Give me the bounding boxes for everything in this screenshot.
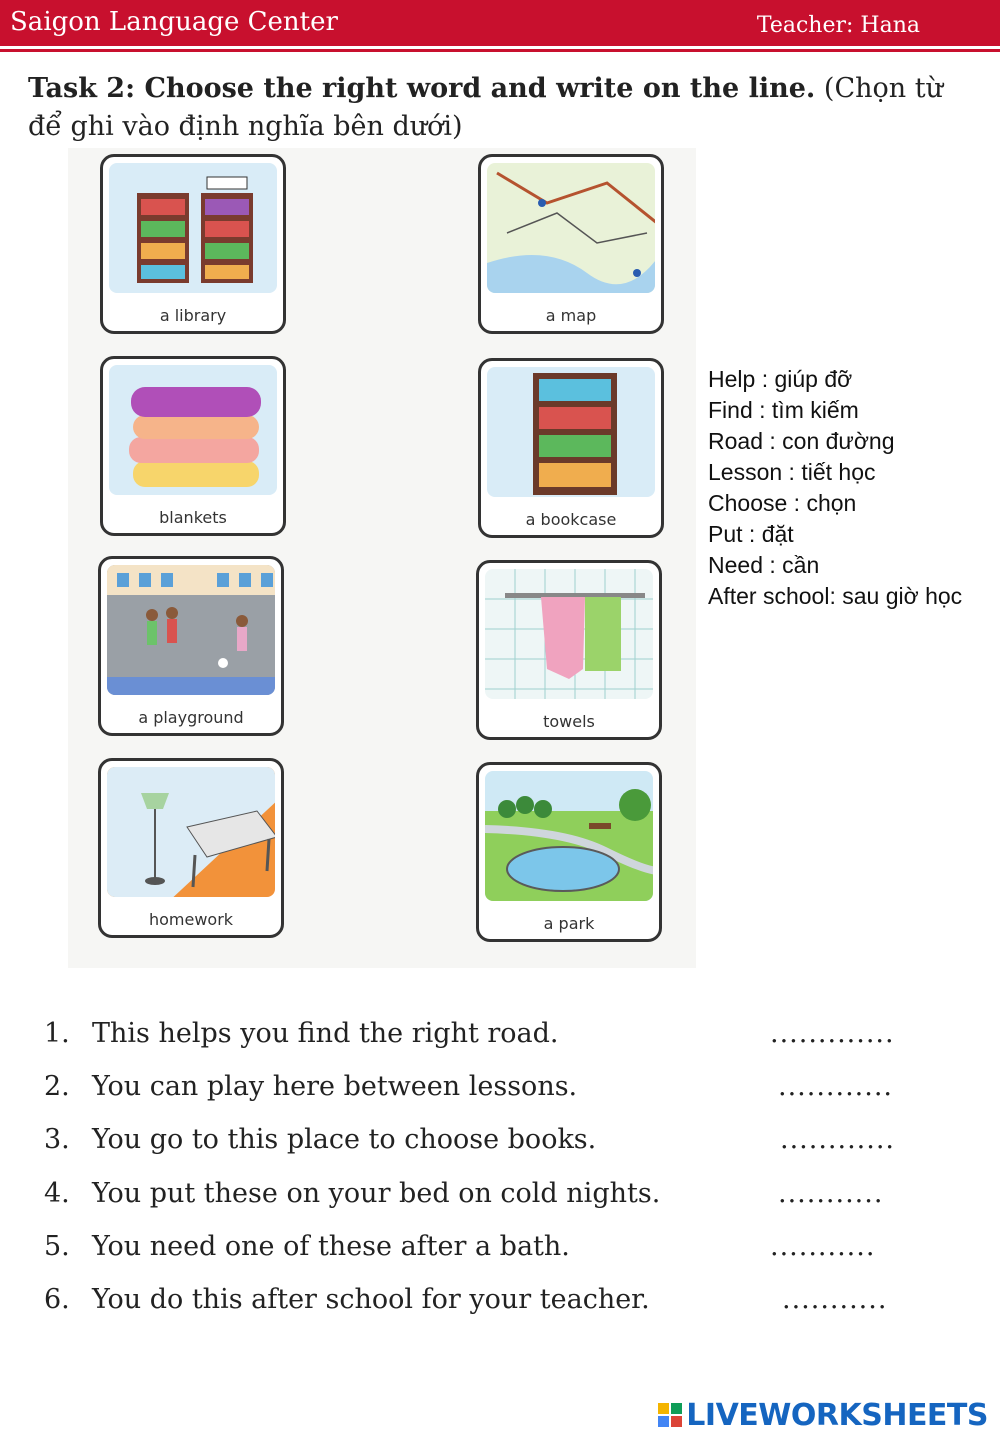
towels-illustration xyxy=(485,569,653,699)
question-number: 4. xyxy=(44,1178,70,1209)
card-library xyxy=(100,154,286,334)
question-5 xyxy=(44,1231,570,1262)
question-number: 6. xyxy=(44,1284,70,1315)
vocab-item: After school: sau giờ học xyxy=(708,583,963,609)
blankets-illustration xyxy=(109,365,277,495)
question-text: You need one of these after a bath. xyxy=(92,1231,570,1262)
task-instructions xyxy=(28,70,968,146)
homework-illustration xyxy=(107,767,275,897)
task-title: Task 2: Choose the right word and write on the line. xyxy=(28,73,816,104)
card-label: a map xyxy=(545,306,597,325)
card-label: a library xyxy=(159,306,227,325)
park-illustration xyxy=(485,771,653,901)
liveworksheets-logo xyxy=(658,1398,988,1433)
task-subtitle: (Chọn từ để ghi vào định nghĩa bên dưới) xyxy=(28,73,943,142)
answer-blank-1[interactable]: ............. xyxy=(770,1018,895,1049)
card-label: homework xyxy=(148,910,234,929)
question-number: 2. xyxy=(44,1071,70,1102)
vocab-item: Choose : chọn xyxy=(708,490,857,516)
answer-blank-2[interactable]: ............ xyxy=(778,1071,893,1102)
vocab-item: Road : con đường xyxy=(708,428,895,454)
map-illustration xyxy=(487,163,655,293)
card-park xyxy=(476,762,662,942)
question-4 xyxy=(44,1178,660,1209)
question-1 xyxy=(44,1018,559,1049)
liveworksheets-icon xyxy=(658,1403,682,1427)
card-homework xyxy=(98,758,284,938)
card-towels xyxy=(476,560,662,740)
question-text: You put these on your bed on cold nights. xyxy=(92,1178,661,1209)
vocabulary-list xyxy=(708,364,962,612)
library-illustration xyxy=(109,163,277,293)
question-number: 5. xyxy=(44,1231,70,1262)
card-playground xyxy=(98,556,284,736)
question-text: You do this after school for your teacher. xyxy=(92,1284,650,1315)
question-number: 1. xyxy=(44,1018,70,1049)
card-bookcase xyxy=(478,358,664,538)
card-label: blankets xyxy=(159,508,227,527)
answer-blank-4[interactable]: ........... xyxy=(778,1178,884,1209)
vocab-item: Lesson : tiết học xyxy=(708,459,876,485)
question-text: You go to this place to choose books. xyxy=(92,1124,597,1155)
picture-panel xyxy=(68,148,696,968)
card-map xyxy=(478,154,664,334)
page-header xyxy=(0,0,1000,49)
question-number: 3. xyxy=(44,1124,70,1155)
vocab-item: Find : tìm kiếm xyxy=(708,397,859,423)
question-6 xyxy=(44,1284,650,1315)
card-label: a bookcase xyxy=(525,510,617,529)
answer-blank-6[interactable]: ........... xyxy=(782,1284,888,1315)
question-text: You can play here between lessons. xyxy=(92,1071,578,1102)
vocab-item: Put : đặt xyxy=(708,521,794,547)
answer-blank-3[interactable]: ............ xyxy=(780,1124,895,1155)
teacher-name: Teacher: Hana xyxy=(756,13,920,38)
question-3 xyxy=(44,1124,596,1155)
bookcase-illustration xyxy=(487,367,655,497)
vocab-item: Help : giúp đỡ xyxy=(708,366,853,392)
brand-name: LIVEWORKSHEETS xyxy=(686,1398,988,1433)
card-blankets xyxy=(100,356,286,536)
question-2 xyxy=(44,1071,577,1102)
card-label: towels xyxy=(543,712,595,731)
school-name: Saigon Language Center xyxy=(10,7,338,37)
vocab-item: Need : cần xyxy=(708,552,820,578)
card-label: a park xyxy=(543,914,595,933)
answer-blank-5[interactable]: ........... xyxy=(770,1231,876,1262)
playground-illustration xyxy=(107,565,275,695)
question-text: This helps you find the right road. xyxy=(92,1018,559,1049)
card-label: a playground xyxy=(138,708,244,727)
